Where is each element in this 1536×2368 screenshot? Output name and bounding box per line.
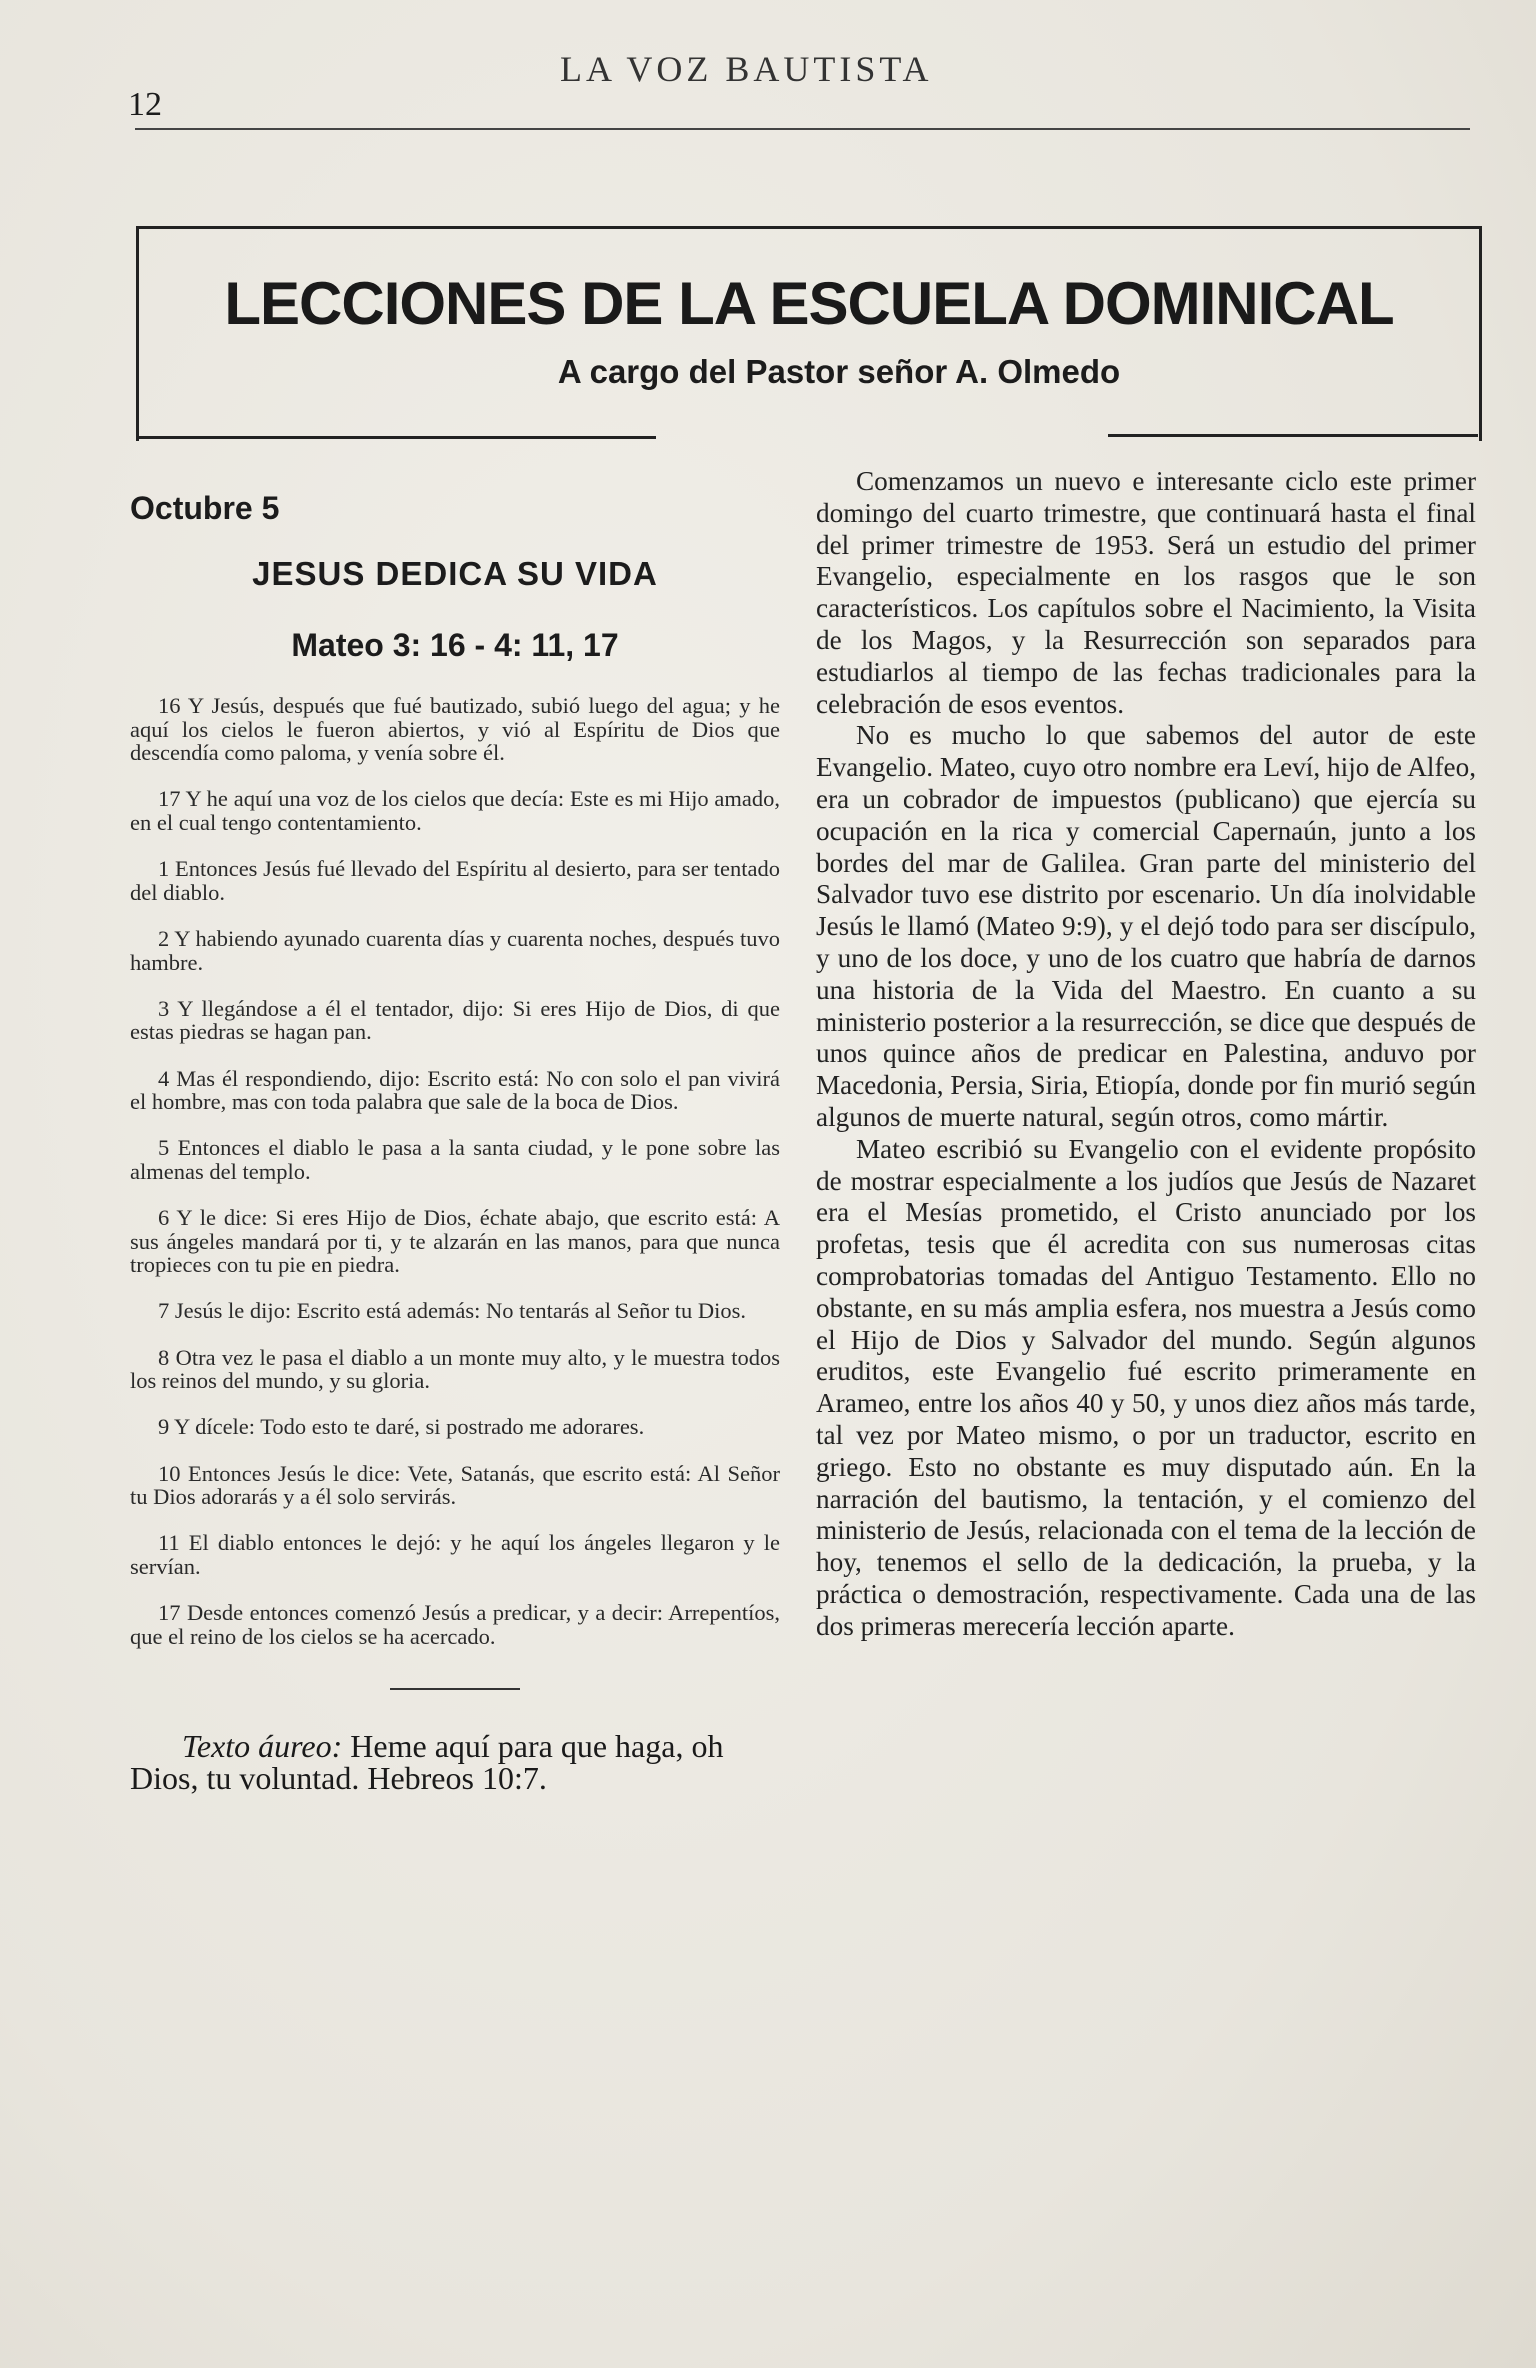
verse: 5 Entonces el diablo le pasa a la santa ciudad, y le pone sobre las almenas del templo. [130, 1135, 780, 1184]
section-title: LECCIONES DE LA ESCUELA DOMINICAL [224, 270, 1394, 337]
banner-rule-right [1108, 434, 1478, 437]
golden-text [130, 1728, 780, 1797]
verse: 17 Desde entonces comenzó Jesús a predicar, y a decir: Arrepentíos, que el reino de los cielos se ha acercado. [130, 1600, 780, 1649]
lesson-date: Octubre 5 [130, 490, 280, 526]
scripture-reference: Mateo 3: 16 - 4: 11, 17 [291, 627, 619, 663]
section-subtitle: A cargo del Pastor señor A. Olmedo [557, 353, 1121, 390]
commentary-paragraph: Mateo escribió su Evangelio con el evidente propósito de mostrar especialmente a los judíos que Jesús de Nazaret era el Mesías prometido, el Cristo anunciado por los profetas, tesis que él acredita con sus numerosas citas comprobatorias tomadas del Antiguo Testamento. Ello no obstante, en su más amplia esfera, nos muestra a Jesús como el Hijo de Dios y Salvador del mundo. Según algunos eruditos, este Evangelio fué escrito primeramente en Arameo, entre los años 40 y 50, y unos diez años más tarde, tal vez por Mateo mismo, o por un traductor, escrito en griego. Esto no obstante es muy disputado aún. En la narración del bautismo, la tentación, y el comienzo del ministerio de Jesús, relacionada con el tema de la lección de hoy, tenemos el sello de la dedicación, la prueba, y la práctica o demostración, respectivamente. Cada una de las dos primeras merecería lección aparte. [816, 1133, 1476, 1641]
verse: 17 Y he aquí una voz de los cielos que decía: Este es mi Hijo amado, en el cual tengo contentamiento. [130, 786, 780, 835]
verse: 4 Mas él respondiendo, dijo: Escrito está: No con solo el pan vivirá el hombre, mas con toda palabra que sale de la boca de Dios. [130, 1065, 780, 1115]
banner-rule-left [136, 436, 656, 439]
verse: 2 Y habiendo ayunado cuarenta días y cuarenta noches, después tuvo hambre. [130, 925, 780, 975]
commentary-paragraph: No es mucho lo que sabemos del autor de este Evangelio. Mateo, cuyo otro nombre era Leví, hijo de Alfeo, era un cobrador de impuestos (publicano) que ejercía su ocupación en la rica y comercial Capernaún, junto a los bordes del mar de Galilea. Gran parte del ministerio del Salvador tuvo ese distrito por escenario. Un día inolvidable Jesús le llamó (Mateo 9:9), y el dejó todo para ser discípulo, y uno de los doce, y uno de los cuatro que habría de darnos una historia de la Vida del Maestro. En cuanto a su ministerio posterior a la resurrección, se dice que después de unos quince años de predicar en Palestina, anduvo por Macedonia, Persia, Siria, Etiopía, donde por fin murió según algunos de muerte natural, según otros, como mártir. [816, 720, 1476, 1132]
running-head: LA VOZ BAUTISTA [560, 49, 933, 89]
page-number: 12 [128, 86, 162, 123]
scripture-column [130, 478, 780, 1797]
verse: 3 Y llegándose a él el tentador, dijo: Si eres Hijo de Dios, di que estas piedras se hagan pan. [130, 995, 780, 1045]
header-rule [135, 128, 1470, 130]
verse: 8 Otra vez le pasa el diablo a un monte muy alto, y le muestra todos los reinos del mundo, y su gloria. [130, 1344, 780, 1394]
golden-text-body: Heme aquí para que haga, oh Dios, tu voluntad. Hebreos 10:7. [130, 1728, 724, 1797]
golden-text-label: Texto áureo: [182, 1728, 343, 1765]
divider [390, 1688, 520, 1690]
commentary-column [816, 466, 1476, 1642]
section-banner [136, 226, 1482, 441]
lesson-title: JESUS DEDICA SU VIDA [252, 555, 658, 592]
verse: 7 Jesús le dijo: Escrito está además: No tentarás al Señor tu Dios. [158, 1298, 746, 1324]
verse: 6 Y le dice: Si eres Hijo de Dios, échate abajo, que escrito está: A sus ángeles mandará por ti, y te alzarán en las manos, para que nunca tropieces con tu pie en piedra. [130, 1205, 780, 1278]
verse: 16 Y Jesús, después que fué bautizado, subió luego del agua; y he aquí los cielos le fueron abiertos, y vió al Espíritu de Dios que descendía como paloma, y venía sobre él. [130, 693, 780, 766]
verse: 9 Y dícele: Todo esto te daré, si postrado me adorares. [158, 1414, 645, 1440]
commentary-paragraph: Comenzamos un nuevo e interesante ciclo este primer domingo del cuarto trimestre, que continuará hasta el final del primer trimestre de 1953. Será un estudio del primer Evangelio, especialmente en los rasgos que le son característicos. Los capítulos sobre el Nacimiento, la Visita de los Magos, y la Resurrección son separados para estudiarlos al tiempo de las fechas tradicionales para la celebración de esos eventos. [816, 466, 1476, 719]
verse: 10 Entonces Jesús le dice: Vete, Satanás, que escrito está: Al Señor tu Dios adorarás y a él solo servirás. [130, 1460, 780, 1510]
verse: 1 Entonces Jesús fué llevado del Espíritu al desierto, para ser tentado del diablo. [130, 856, 780, 905]
verse: 11 El diablo entonces le dejó: y he aquí los ángeles llegaron y le servían. [130, 1530, 780, 1579]
